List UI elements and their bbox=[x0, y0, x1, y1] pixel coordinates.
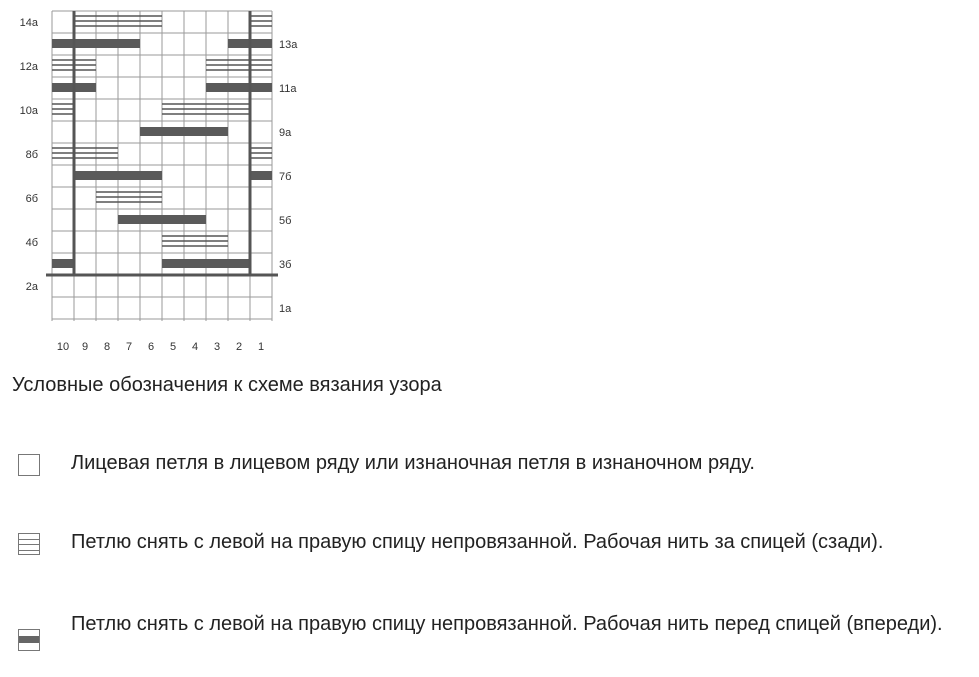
slip-front-bar bbox=[52, 39, 140, 48]
slip-front-bar bbox=[52, 259, 74, 268]
legend-item-slip-back bbox=[18, 531, 884, 555]
row-label: 7б bbox=[279, 171, 292, 183]
legend-text: Петлю снять с левой на правую спицу непровязанной. Рабочая нить перед спицей (впереди). bbox=[71, 613, 943, 635]
column-label: 4 bbox=[191, 341, 199, 353]
striped-square-icon bbox=[18, 533, 40, 555]
knitting-chart bbox=[0, 0, 320, 360]
row-label: 10а bbox=[19, 105, 38, 117]
legend-item-slip-front bbox=[18, 613, 943, 651]
row-label: 2а bbox=[25, 281, 38, 293]
row-label: 9а bbox=[279, 127, 292, 139]
bar-square-icon bbox=[18, 629, 40, 651]
row-label: 6б bbox=[25, 193, 38, 205]
row-label: 1а bbox=[279, 303, 292, 315]
legend-text: Лицевая петля в лицевом ряду или изнаночная петля в изнаночном ряду. bbox=[71, 452, 755, 474]
row-label: 8б bbox=[25, 149, 38, 161]
slip-front-bar bbox=[140, 127, 228, 136]
slip-front-bar bbox=[206, 83, 272, 92]
knitting-chart-svg bbox=[0, 0, 320, 360]
legend-item-knit bbox=[18, 452, 755, 476]
row-label: 14а bbox=[19, 17, 38, 29]
column-label: 2 bbox=[235, 341, 243, 353]
empty-square-icon bbox=[18, 454, 40, 476]
legend-text: Петлю снять с левой на правую спицу непровязанной. Рабочая нить за спицей (сзади). bbox=[71, 531, 884, 553]
column-label: 9 bbox=[81, 341, 89, 353]
slip-front-bar bbox=[162, 259, 250, 268]
slip-front-bar bbox=[74, 171, 162, 180]
column-label: 5 bbox=[169, 341, 177, 353]
slip-front-bar bbox=[250, 171, 272, 180]
row-label: 13а bbox=[279, 39, 298, 51]
slip-front-bar bbox=[118, 215, 206, 224]
column-label: 7 bbox=[125, 341, 133, 353]
column-label: 3 bbox=[213, 341, 221, 353]
legend-title: Условные обозначения к схеме вязания узора bbox=[12, 374, 442, 396]
row-label: 4б bbox=[25, 237, 38, 249]
row-label: 11а bbox=[279, 83, 297, 95]
column-label: 1 bbox=[257, 341, 265, 353]
row-label: 3б bbox=[279, 259, 292, 271]
row-label: 5б bbox=[279, 215, 292, 227]
column-label: 10 bbox=[56, 341, 70, 353]
row-label: 12а bbox=[19, 61, 38, 73]
column-label: 8 bbox=[103, 341, 111, 353]
column-label: 6 bbox=[147, 341, 155, 353]
